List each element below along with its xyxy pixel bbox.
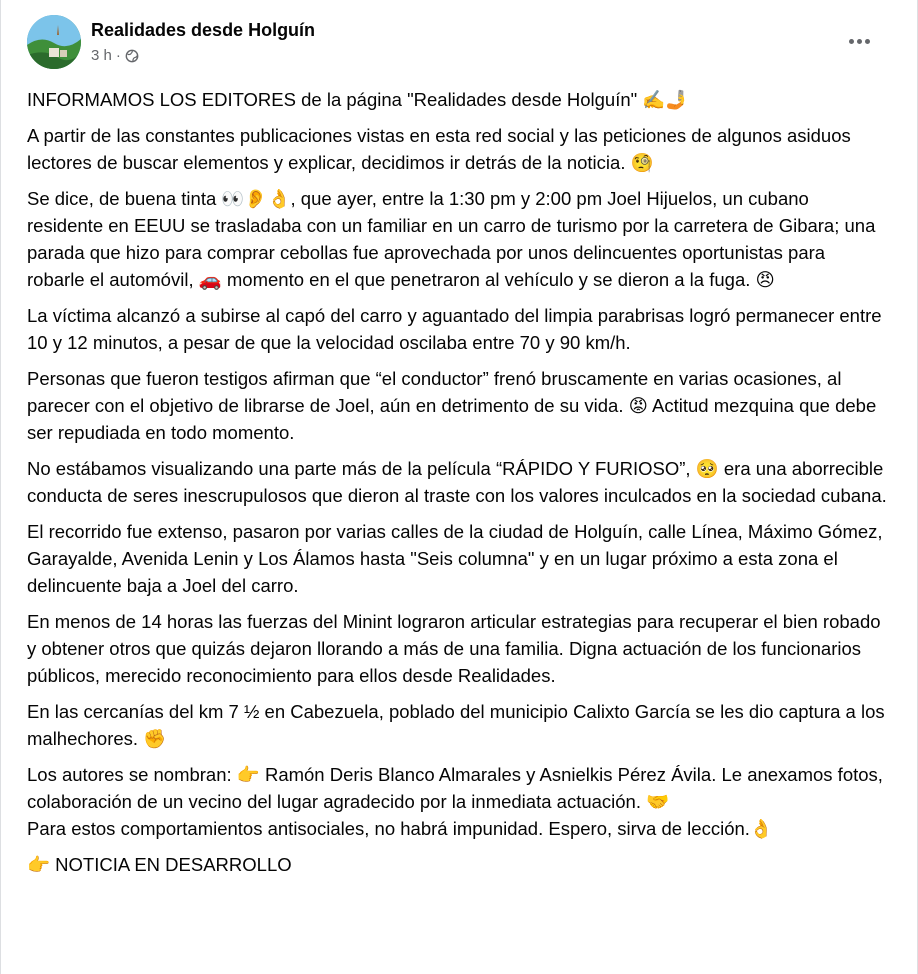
post-text xyxy=(27,86,887,887)
post-paragraph: 👉 NOTICIA EN DESARROLLO xyxy=(27,854,292,875)
more-options-icon-dot xyxy=(857,39,862,44)
post-paragraph: En las cercanías del km 7 ½ en Cabezuela, poblado del municipio Calixto García se les dio captura a los malhechores. ✊ xyxy=(27,701,885,749)
post-paragraph: Los autores se nombran: 👉 Ramón Deris Blanco Almarales y Asnielkis Pérez Ávila. Le anexamos fotos, colaboración de un vecino del lugar agradecido por la inmediata actuación. 🤝 xyxy=(27,764,883,812)
post-paragraph: Se dice, de buena tinta 👀👂👌, que ayer, entre la 1:30 pm y 2:00 pm Joel Hijuelos, un cubano residente en EEUU se trasladaba con un familiar en un carro de turismo por la carretera de Gibara; una parada que hizo para comprar cebollas fue aprovechada por unos delincuentes oportunistas para robarle el automóvil, 🚗 momento en el que penetraron al vehículo y se dieron a la fuga. 😠 xyxy=(27,188,876,290)
page-avatar[interactable] xyxy=(27,15,81,69)
avatar-landscape-icon xyxy=(27,15,81,69)
post-time[interactable]: 3 h xyxy=(91,47,112,64)
post-paragraph: El recorrido fue extenso, pasaron por varias calles de la ciudad de Holguín, calle Línea, Máximo Gómez, Garayalde, Avenida Lenin y Los Álamos hasta "Seis columna" y en un lugar próximo a esta zona el delincuente baja a Joel del carro. xyxy=(27,521,883,596)
post-paragraph: No estábamos visualizando una parte más de la película “RÁPIDO Y FURIOSO”, 🥺 era una aborrecible conducta de seres inescrupulosos que dieron al traste con los valores inculcados en la sociedad cubana. xyxy=(27,458,887,506)
post-paragraph: La víctima alcanzó a subirse al capó del carro y aguantado del limpia parabrisas logró permanecer entre 10 y 12 minutos, a pesar de que la velocidad oscilaba entre 70 y 90 km/h. xyxy=(27,305,882,353)
more-options-icon-dot xyxy=(865,39,870,44)
post-paragraph: En menos de 14 horas las fuerzas del Minint lograron articular estrategias para recuperar el bien robado y obtener otros que quizás dejaron llorando a más de una familia. Digna actuación de los funcionarios públicos, merecido reconocimiento para ellos desde Realidades. xyxy=(27,611,881,686)
page-name-link[interactable]: Realidades desde Holguín xyxy=(91,20,316,40)
more-options-button[interactable] xyxy=(841,29,877,53)
post-timestamp-row xyxy=(91,47,315,64)
post-paragraph: INFORMAMOS LOS EDITORES de la página "Realidades desde Holguín" ✍️🤳 xyxy=(27,89,689,110)
post-header xyxy=(27,15,897,75)
post-paragraph: Personas que fueron testigos afirman que “el conductor” frenó bruscamente en varias ocasiones, al parecer con el objetivo de librarse de Joel, aún en detrimento de su vida. 😡 Actitud mezquina que debe ser repudiada en todo momento. xyxy=(27,368,877,443)
meta-separator: · xyxy=(115,47,121,64)
globe-icon[interactable] xyxy=(125,49,139,63)
more-options-icon-dot xyxy=(849,39,854,44)
post-paragraph: Para estos comportamientos antisociales, no habrá impunidad. Espero, sirva de lección.👌 xyxy=(27,818,773,839)
post-meta xyxy=(91,19,315,64)
post-paragraph: A partir de las constantes publicaciones vistas en esta red social y las peticiones de algunos asiduos lectores de buscar elementos y explicar, decidimos ir detrás de la noticia. 🧐 xyxy=(27,125,851,173)
